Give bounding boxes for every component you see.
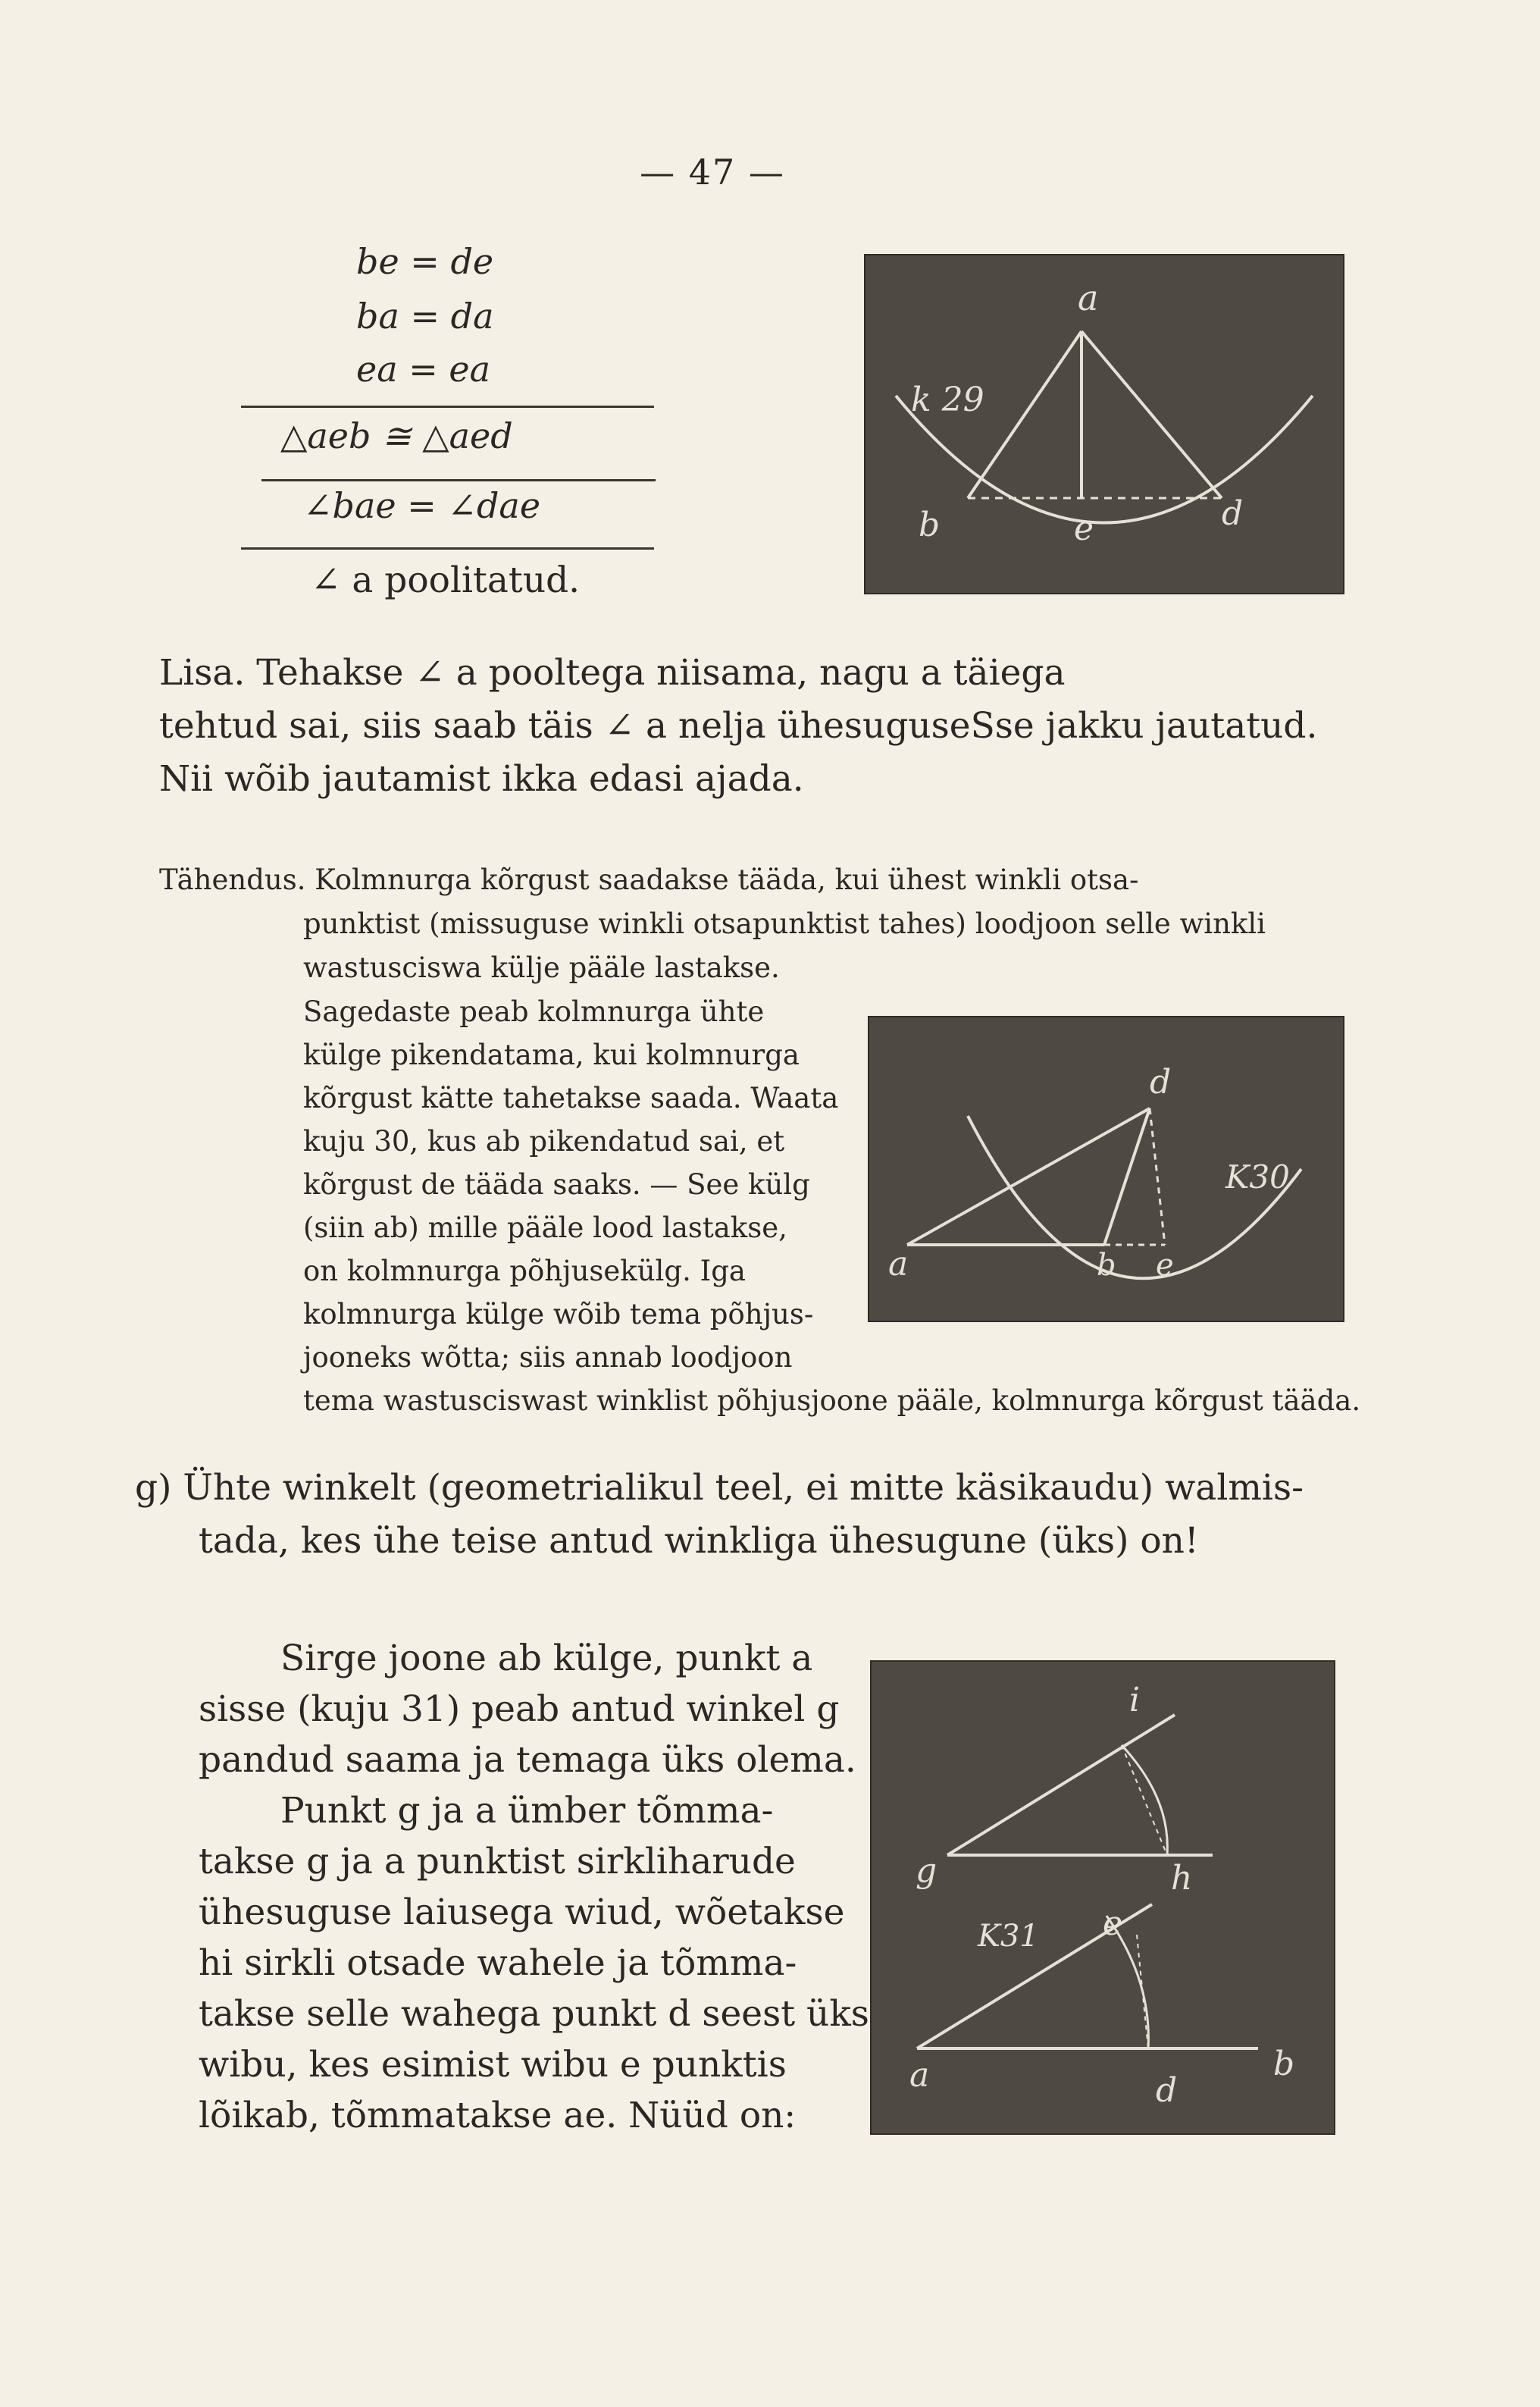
fig30-label-k: K30 — [1225, 1158, 1290, 1196]
fig30-line-de — [1150, 1108, 1165, 1245]
section-g-line-2: tada, kes ühe teise antud winkliga ühesugune (üks) on! — [199, 1520, 1199, 1562]
tahendus-left-1: Sagedaste peab kolmnurga ühte — [303, 995, 765, 1028]
proof-line-2: ba = da — [356, 296, 494, 337]
fig31-label-h: h — [1171, 1859, 1193, 1898]
proof-divider-2 — [261, 479, 656, 481]
lisa-line-1: Lisa. Tehakse ∠ a pooltega niisama, nagu a täiega — [159, 652, 1066, 694]
tahendus-left-7: on kolmnurga põhjusekülg. Iga — [303, 1255, 746, 1287]
proof-conclusion: ∠ a poolitatud. — [311, 559, 581, 601]
tahendus-left-6: (siin ab) mille pääle lood lastakse, — [303, 1211, 787, 1244]
construction-line-5: takse g ja a punktist sirkliharude — [199, 1841, 796, 1882]
lisa-line-2: tehtud sai, siis saab täis ∠ a nelja ühesuguseSse jakku jautatud. — [159, 705, 1318, 747]
construction-line-1: Sirge joone ab külge, punkt a — [280, 1638, 813, 1679]
proof-angles: ∠bae = ∠dae — [303, 485, 541, 526]
fig30-label-a: a — [888, 1245, 909, 1283]
proof-line-1: be = de — [356, 241, 494, 282]
construction-line-9: wibu, kes esimist wibu e punktis — [199, 2044, 787, 2086]
construction-line-2: sisse (kuju 31) peab antud winkel g — [199, 1688, 840, 1730]
fig29-label-d: d — [1222, 494, 1244, 533]
page-number: — 47 — — [640, 152, 785, 193]
figure-31 — [870, 1660, 1335, 2135]
tahendus-line-2: punktist (missuguse winkli otsapunktist tahes) loodjoon selle winkli — [303, 907, 1266, 940]
fig29-label-k: k 29 — [911, 381, 984, 419]
fig29-label-a: a — [1078, 277, 1099, 318]
tahendus-line-1: Tähendus. Kolmnurga kõrgust saadakse tääda, kui ühest winkli otsa- — [159, 863, 1139, 896]
construction-line-3: pandud saama ja temaga üks olema. — [199, 1739, 856, 1781]
construction-line-7: hi sirkli otsade wahele ja tõmma- — [199, 1942, 797, 1984]
tahendus-left-2: külge pikendatama, kui kolmnurga — [303, 1039, 800, 1071]
figure-29 — [864, 254, 1344, 594]
fig31-label-i: i — [1129, 1681, 1141, 1719]
fig31-label-b: b — [1273, 2045, 1295, 2083]
fig31-label-d: d — [1156, 2071, 1178, 2110]
lisa-line-3: Nii wõib jautamist ikka edasi ajada. — [159, 758, 804, 800]
fig31-chord-hi — [1122, 1745, 1167, 1855]
fig30-arc — [968, 1116, 1301, 1278]
fig30-label-e: e — [1156, 1248, 1174, 1283]
tahendus-left-3: kõrgust kätte tahetakse saada. Waata — [303, 1082, 839, 1114]
fig29-line-ad — [1081, 331, 1222, 498]
fig31-chord-de — [1137, 1935, 1148, 2048]
fig31-label-k: K31 — [978, 1919, 1039, 1954]
proof-divider-1 — [241, 406, 654, 408]
figure-30 — [868, 1016, 1344, 1322]
fig30-label-b: b — [1097, 1248, 1116, 1283]
construction-line-8: takse selle wahega punkt d seest üks — [199, 1993, 869, 2035]
tahendus-last-line: tema wastusciswast winklist põhjusjoone pääle, kolmnurga kõrgust tääda. — [303, 1384, 1361, 1417]
proof-divider-3 — [241, 547, 654, 550]
tahendus-line-3: wastusciswa külje pääle lastakse. — [303, 951, 780, 984]
tahendus-left-8: kolmnurga külge wõib tema põhjus- — [303, 1298, 814, 1330]
fig31-label-g: g — [916, 1851, 937, 1890]
section-g-line-1: g) Ühte winkelt (geometrialikul teel, ei mitte käsikaudu) walmis- — [135, 1467, 1304, 1509]
proof-congruence: △aeb ≅ △aed — [280, 415, 513, 456]
construction-line-4: Punkt g ja a ümber tõmma- — [280, 1790, 774, 1832]
fig31-line-gi — [947, 1715, 1175, 1855]
construction-line-6: ühesuguse laiusega wiud, wõetakse — [199, 1891, 845, 1933]
fig30-label-d: d — [1150, 1063, 1172, 1102]
tahendus-left-4: kuju 30, kus ab pikendatud sai, et — [303, 1125, 785, 1158]
fig31-label-a: a — [909, 2056, 930, 2095]
fig29-label-e: e — [1074, 509, 1094, 548]
proof-line-3: ea = ea — [356, 349, 491, 390]
tahendus-left-5: kõrgust de tääda saaks. — See külg — [303, 1168, 810, 1201]
fig30-line-ad — [907, 1108, 1150, 1245]
fig31-label-e: e — [1103, 1904, 1123, 1943]
construction-line-10: lõikab, tõmmatakse ae. Nüüd on: — [199, 2095, 797, 2136]
fig29-label-b: b — [919, 506, 941, 544]
fig29-line-ab — [968, 331, 1081, 498]
tahendus-left-9: jooneks wõtta; siis annab loodjoon — [303, 1341, 793, 1374]
